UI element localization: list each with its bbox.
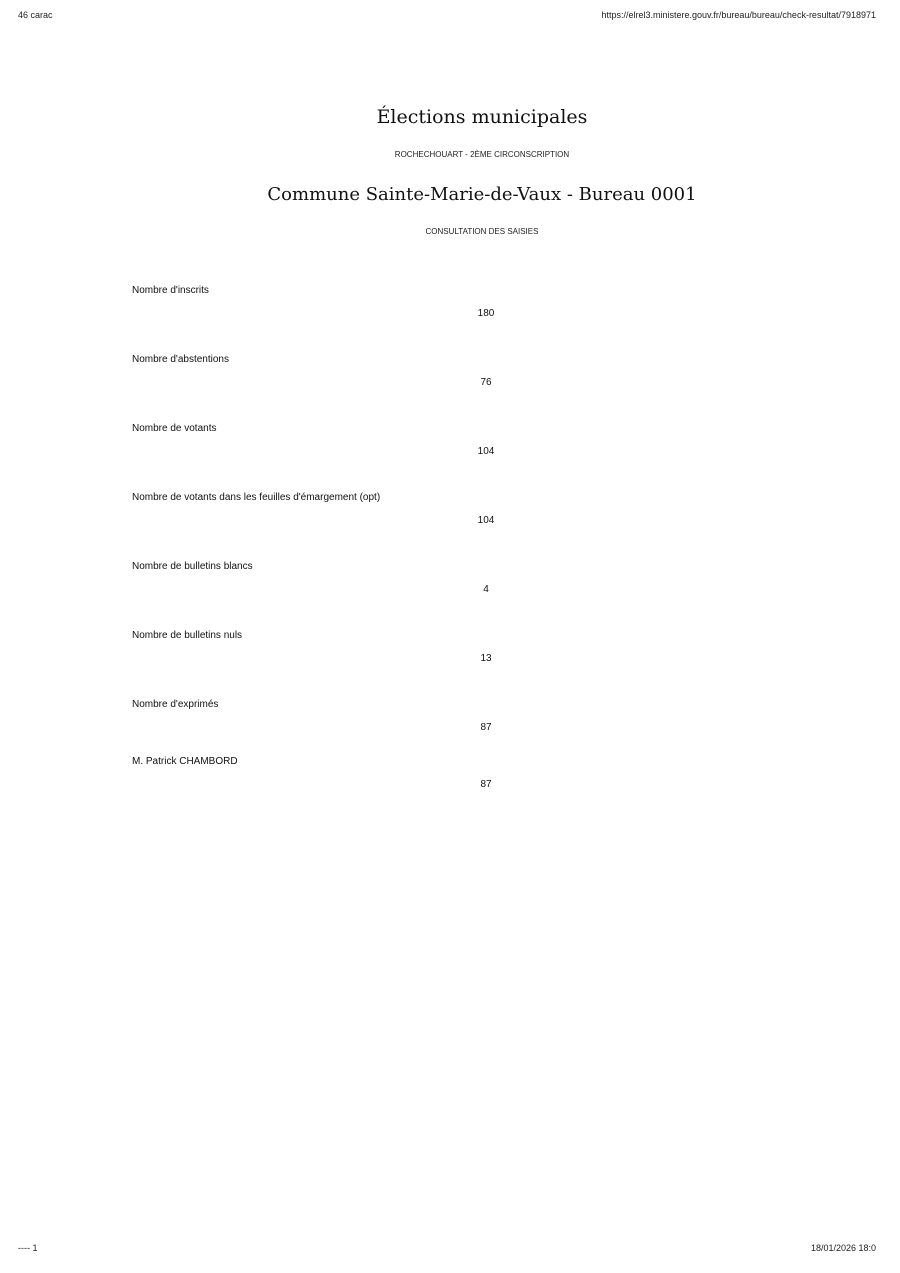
result-label-candidate: M. Patrick CHAMBORD xyxy=(132,756,238,767)
result-value-candidate: 87 xyxy=(480,779,492,790)
circonscription-label: ROCHECHOUART - 2ÈME CIRCONSCRIPTION xyxy=(394,150,570,159)
commune-title: Commune Sainte-Marie-de-Vaux - Bureau 0001 xyxy=(267,184,697,205)
result-value-votants: 104 xyxy=(477,446,495,457)
result-value-exprimes: 87 xyxy=(480,722,492,733)
result-label-votants: Nombre de votants xyxy=(132,423,217,434)
print-header-url: https://elrel3.ministere.gouv.fr/bureau/bureau/check-resultat/7918971 xyxy=(601,10,876,20)
result-value-votants-emargement: 104 xyxy=(477,515,495,526)
result-label-votants-emargement: Nombre de votants dans les feuilles d'émargement (opt) xyxy=(132,492,381,503)
result-label-inscrits: Nombre d'inscrits xyxy=(132,285,209,296)
consultation-subtitle: CONSULTATION DES SAISIES xyxy=(425,227,539,236)
result-label-blancs: Nombre de bulletins blancs xyxy=(132,561,253,572)
print-footer-right: 18/01/2026 18:0 xyxy=(810,1243,876,1253)
result-label-nuls: Nombre de bulletins nuls xyxy=(132,630,243,641)
result-value-blancs: 4 xyxy=(483,584,489,595)
result-value-nuls: 13 xyxy=(480,653,492,664)
print-footer-left: ---- 1 xyxy=(18,1243,38,1253)
result-label-exprimes: Nombre d'exprimés xyxy=(132,699,219,710)
page-title: Élections municipales xyxy=(376,106,588,128)
result-value-abstentions: 76 xyxy=(480,377,492,388)
result-value-inscrits: 180 xyxy=(477,308,495,319)
result-label-abstentions: Nombre d'abstentions xyxy=(132,354,229,365)
print-header-left: 46 carac xyxy=(18,10,53,20)
